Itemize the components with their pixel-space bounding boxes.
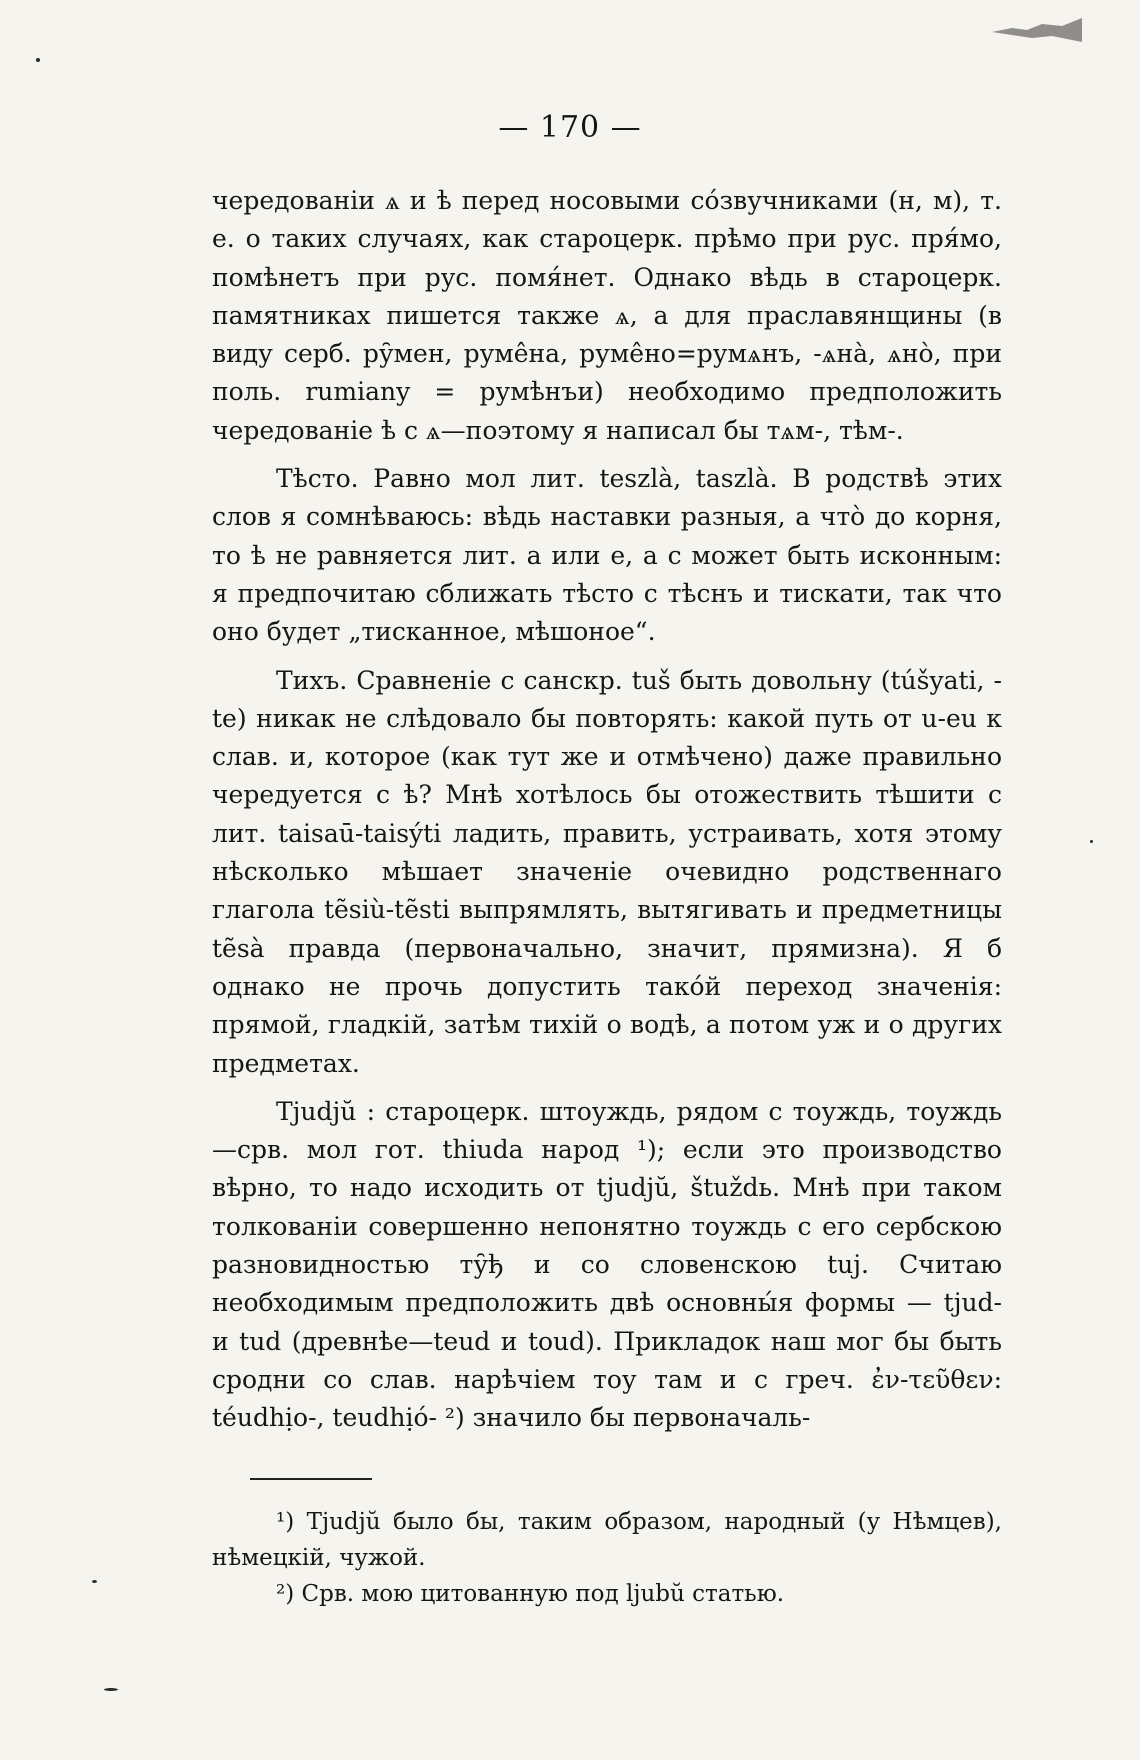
scan-speck: [92, 1580, 97, 1583]
scan-edge-mark: [992, 18, 1082, 42]
scan-speck: [36, 58, 40, 62]
page-number: — 170 —: [498, 110, 642, 145]
scan-speck: [1090, 840, 1093, 843]
paragraph-testo: Тѣсто. Равно мол лит. teszlà, taszlà. В родствѣ этих слов я сомнѣваюсь: вѣдь наставки разныя, а что̀ до корня, то ѣ не равняется лит. a или e, а с может быть исконным: я предпочитаю сближать тѣсто с тѣснъ и тискати, так что оно будет „тисканное, мѣшоное“.: [212, 464, 1002, 647]
scan-speck: [104, 1688, 118, 1691]
paragraph-tikh: Тихъ. Сравненіе с санскр. tuš быть довольну (túšyati, -te) никак не слѣдовало бы повторять: какой путь от u-eu к слав. и, которое (как тут же и отмѣчено) даже правильно чередуется с ѣ? Мнѣ хотѣлось бы отожествить тѣшити с лит. taisaū-taisýti ладить, править, устраивать, хотя этому нѣсколько мѣшает значеніе очевидно родственнаго глагола tẽsiù-tẽsti выпрямлять, вытягивать и предметницы tẽsà правда (первоначально, значит, прямизна). Я б однако не прочь допустить тако́й переход значенія: прямой, гладкій, затѣм тихій о водѣ, а потом уж и о других предметах.: [212, 665, 1002, 1078]
paragraph-tjudju: Tjudjŭ : староцерк. штоуждь, рядом с тоуждь, тоуждь—срв. мол гот. thiuda народ ¹); если это производство вѣрно, то надо исходить от tjudjŭ, štuždь. Мнѣ при таком толкованіи совершенно непонятно тоуждь с его сербскою разновидностью ту̑ђ и со словенскою tuj. Считаю необходимым предположить двѣ основны́я формы — tjud- и tud (древнѣе—teud и toud). Прикладок наш мог бы быть сродни со слав. нарѣчіем тоу там и с греч. ἐν-τεῦθεν: téudhịo-, teudhịó- ²) значило бы первоначаль-: [212, 1096, 1002, 1433]
paragraph-continuation: чередованіи ѧ и ѣ перед носовыми со́звучниками (н, м), т. е. о таких случаях, как староцерк. прѣмо при рус. пря́мо, помѣнетъ при рус. помя́нет. Однако вѣдь в староцерк. памятниках пишется также ѧ, а для праславянщины (в виду серб. ру̑мен, руме̂на, руме̂но=румѧнъ, -ѧна̀, ѧно̀, при поль. rumiany = румѣнъи) необходимо предположить чередованіе ѣ с ѧ—поэтому я написал бы тѧм-, тѣм-.: [212, 186, 1002, 445]
body-text: [212, 182, 1002, 1438]
footnotes: [212, 1504, 1002, 1612]
footnote-divider: [250, 1478, 372, 1480]
footnote-1: ¹) Tjudjŭ было бы, таким образом, народный (у Нѣмцев), нѣмецкій, чужой.: [212, 1509, 1002, 1571]
footnote-2: ²) Срв. мою цитованную под ljubŭ статью.: [276, 1581, 785, 1607]
